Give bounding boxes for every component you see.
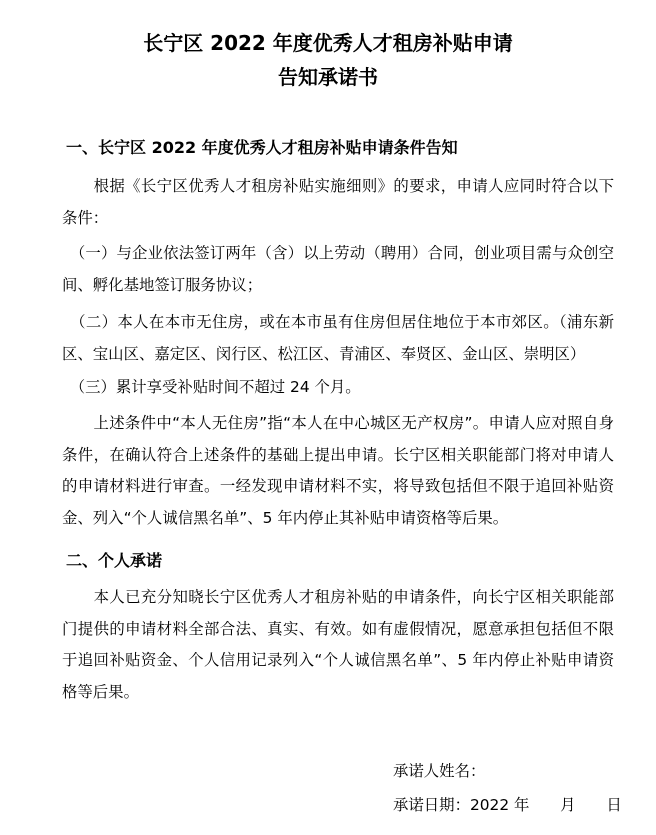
signature-name-label: 承诺人姓名：	[393, 762, 486, 780]
section2-heading: 二、个人承诺	[66, 551, 163, 570]
document-subtitle: 告知承诺书	[278, 65, 378, 89]
signature-date-label: 承诺日期：2022 年 月 日	[393, 796, 622, 814]
section1-heading: 一、长宁区 2022 年度优秀人才租房补贴申请条件告知	[66, 138, 458, 157]
section2-body: 本人已充分知晓长宁区优秀人才租房补贴的申请条件，向长宁区相关职能部门提供的申请材料全部合法、真实、有效。如有虚假情况，愿意承担包括但不限于追回补贴资金、个人信用记录列入“个人诚信黑名单”、5 年内停止补贴申请资格等后果。	[62, 588, 614, 701]
condition-item-1: （一）与企业依法签订两年（含）以上劳动（聘用）合同，创业项目需与众创空间、孵化基地签订服务协议；	[62, 244, 614, 294]
condition-item-3: （三）累计享受补贴时间不超过 24 个月。	[62, 378, 361, 396]
document-title: 长宁区 2022 年度优秀人才租房补贴申请	[143, 31, 513, 55]
section1-intro: 根据《长宁区优秀人才租房补贴实施细则》的要求，申请人应同时符合以下条件：	[62, 177, 614, 227]
section1-notice: 上述条件中“本人无住房”指“本人在中心城区无产权房”。申请人应对照自身条件，在确认符合上述条件的基础上提出申请。长宁区相关职能部门将对申请人的申请材料进行审查。一经发现申请材料不实，将导致包括但不限于追回补贴资金、列入“个人诚信黑名单”、5 年内停止其补贴申请资格等后果。	[62, 414, 614, 527]
condition-item-2: （二）本人在本市无住房，或在本市虽有住房但居住地位于本市郊区。（浦东新区、宝山区、嘉定区、闵行区、松江区、青浦区、奉贤区、金山区、崇明区）	[62, 313, 614, 363]
